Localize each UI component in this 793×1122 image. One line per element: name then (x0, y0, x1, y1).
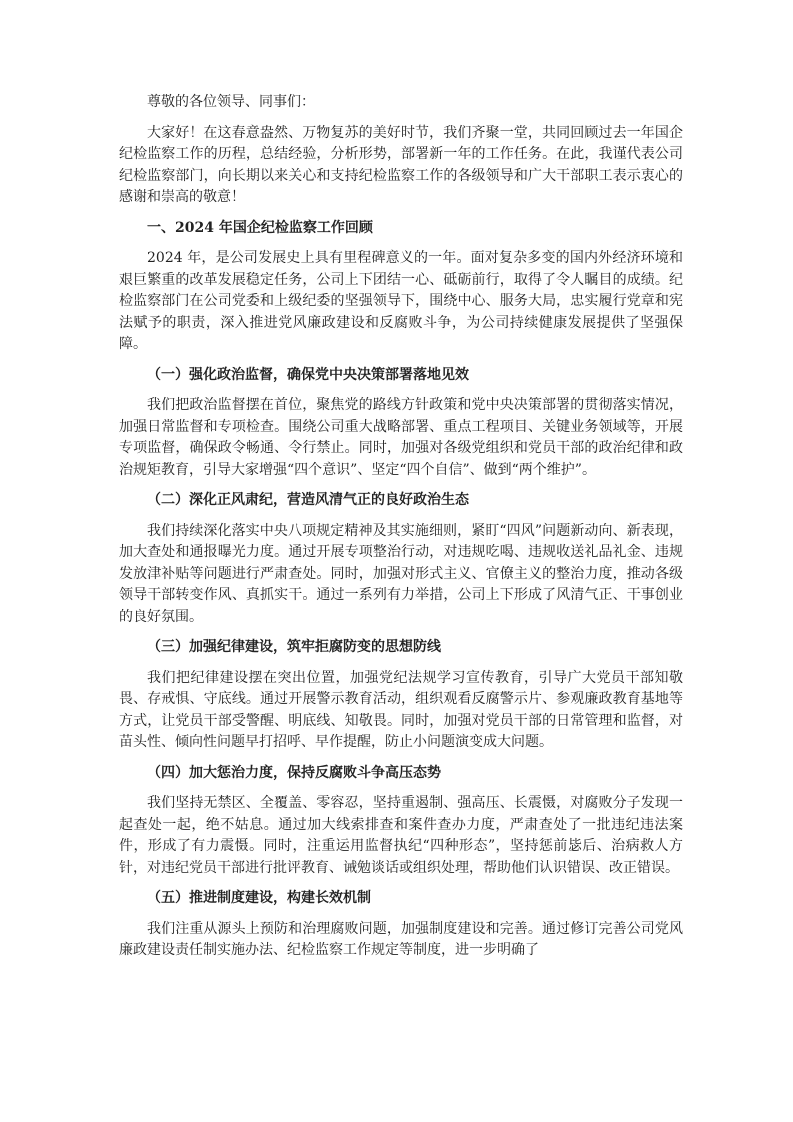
salutation: 尊敬的各位领导、同事们： (147, 94, 315, 110)
subsection-heading-political-supervision: （一）强化政治监督，确保党中央决策部署落地见效 (147, 366, 469, 383)
subsection-heading-punishment: （四）加大惩治力度，保持反腐败斗争高压态势 (147, 764, 441, 781)
subsection-heading-discipline-building: （三）加强纪律建设，筑牢拒腐防变的思想防线 (147, 639, 441, 655)
subsection-paragraph-political-supervision: 我们把政治监督摆在首位，聚焦党的路线方针政策和党中央决策部署的贯彻落实情况，加强日常监督和专项检查。围绕公司重大战略部署、重点工程项目、关键业务领域等，开展专项监督，确保政令畅通、令行禁止。同时，加强对各级党组织和党员干部的政治纪律和政治规矩教育，引导大家增强“四个意识”、坚定“四个自信”、做到“两个维护”。 (119, 397, 683, 478)
section-paragraph-review: 2024 年，是公司发展史上具有里程碑意义的一年。面对复杂多变的国内外经济环境和艰巨繁重的改革发展稳定任务，公司上下团结一心、砥砺前行，取得了令人瞩目的成绩。纪检监察部门在公司党委和上级纪委的坚强领导下，围绕中心、服务大局，忠实履行党章和宪法赋予的职责，深入推进党风廉政建设和反腐败斗争，为公司持续健康发展提供了坚强保障。 (119, 250, 683, 352)
document-page (119, 92, 683, 971)
subsection-paragraph-punishment: 我们坚持无禁区、全覆盖、零容忍，坚持重遏制、强高压、长震慑，对腐败分子发现一起查处一起，绝不姑息。通过加大线索排查和案件查办力度，严肃查处了一批违纪违法案件，形成了有力震慑。同时，注重运用监督执纪“四种形态”，坚持惩前毖后、治病救人方针，对违纪党员干部进行批评教育、诫勉谈话或组织处理，帮助他们认识错误、改正错误。 (119, 795, 683, 876)
subsection-heading-discipline-style: （二）深化正风肃纪，营造风清气正的良好政治生态 (147, 492, 469, 508)
section-heading-review: 一、2024 年国企纪检监察工作回顾 (147, 219, 373, 236)
subsection-paragraph-discipline-style: 我们持续深化落实中央八项规定精神及其实施细则，紧盯“四风”问题新动向、新表现，加大查处和通报曝光力度。通过开展专项整治行动，对违规吃喝、违规收送礼品礼金、违规发放津补贴等问题进行严肃查处。同时，加强对形式主义、官僚主义的整治力度，推动各级领导干部转变作风、真抓实干。通过一系列有力举措，公司上下形成了风清气正、干事创业的良好氛围。 (119, 522, 683, 625)
subsection-paragraph-discipline-building: 我们把纪律建设摆在突出位置，加强党纪法规学习宣传教育，引导广大党员干部知敬畏、存戒惧、守底线。通过开展警示教育活动，组织观看反腐警示片、参观廉政教育基地等方式，让党员干部受警醒、明底线、知敬畏。同时，加强对党员干部的日常管理和监督，对苗头性、倾向性问题早打招呼、早作提醒，防止小问题演变成大问题。 (119, 669, 683, 750)
intro-paragraph: 大家好！在这春意盎然、万物复苏的美好时节，我们齐聚一堂，共同回顾过去一年国企纪检监察工作的历程，总结经验，分析形势，部署新一年的工作任务。在此，我谨代表公司纪检监察部门，向长期以来关心和支持纪检监察工作的各级领导和广大干部职工表示衷心的感谢和崇高的敬意！ (119, 124, 683, 205)
subsection-paragraph-institution-building: 我们注重从源头上预防和治理腐败问题，加强制度建设和完善。通过修订完善公司党风廉政建设责任制实施办法、纪检监察工作规定等制度，进一步明确了 (119, 920, 683, 958)
subsection-heading-institution-building: （五）推进制度建设，构建长效机制 (147, 890, 371, 906)
